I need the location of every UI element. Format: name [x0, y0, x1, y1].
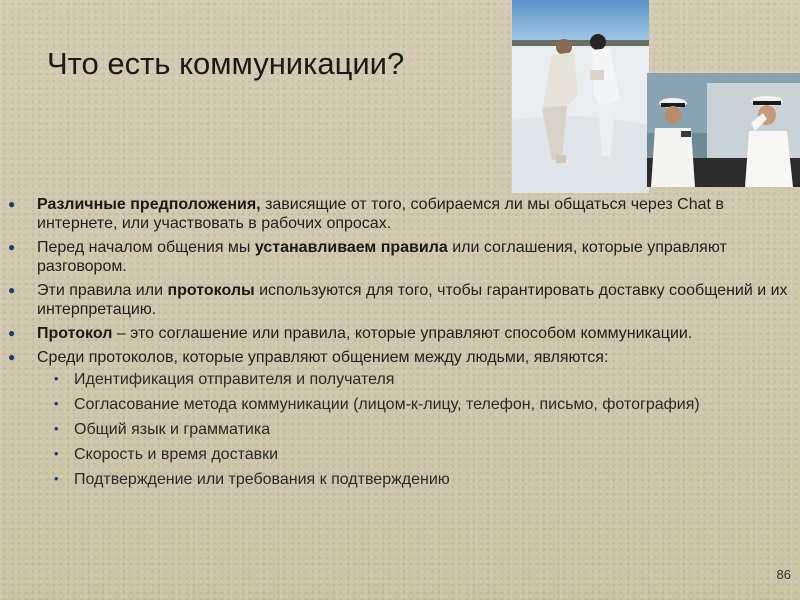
sub-list-item: • Подтверждение или требования к подтверждению	[54, 471, 450, 488]
sub-list-item: • Скорость и время доставки	[54, 446, 279, 463]
sub-list-item: • Общий язык и грамматика	[54, 421, 271, 438]
list-item: ● Протокол – это соглашение или правила, которые управляют способом коммуникации.	[8, 325, 693, 342]
sub-bullet-dot-icon: •	[54, 371, 59, 386]
sub-bullet-dot-icon: •	[54, 396, 59, 411]
naval-officers-saluting-photo	[647, 73, 800, 187]
bullet-list	[8, 195, 788, 489]
slide-body	[8, 195, 788, 495]
sub-bullet-dot-icon: •	[54, 421, 59, 436]
slide-title: Что есть коммуникации?	[47, 46, 405, 81]
list-item: ● Среди протоколов, которые управляют общением между людьми, являются: • Идентификация отправителя и получателя • Согласование метода коммуникации (лицом-к-лицу, телефон, письмо, фотография) • Общий язык и грамматика • Скорость и время доставки • Подтверждение или требования к подтверждению	[8, 348, 788, 489]
list-item: ● Перед началом общения мы устанавливаем правила или соглашения, которые управляют разговором.	[8, 239, 727, 275]
sub-list-item: • Согласование метода коммуникации (лицом-к-лицу, телефон, письмо, фотография)	[54, 396, 700, 413]
sub-bullet-list	[8, 370, 788, 489]
list-item: ● Эти правила или протоколы используются для того, чтобы гарантировать доставку сообщений и их интерпретацию.	[8, 282, 788, 318]
bullet-dot-icon: ●	[8, 326, 16, 340]
bullet-dot-icon: ●	[8, 197, 16, 211]
bullet-dot-icon: ●	[8, 240, 16, 254]
sub-list-item: • Идентификация отправителя и получателя	[54, 371, 395, 388]
two-men-bowing-in-snow-photo	[512, 0, 649, 193]
bullet-dot-icon: ●	[8, 350, 16, 364]
list-item: ● Различные предположения, зависящие от того, собираемся ли мы общаться через Chat в интернете, или участвовать в рабочих опросах.	[8, 196, 724, 232]
bullet-dot-icon: ●	[8, 283, 16, 297]
sub-bullet-dot-icon: •	[54, 471, 59, 486]
sub-bullet-dot-icon: •	[54, 446, 59, 461]
page-number: 86	[776, 567, 791, 582]
